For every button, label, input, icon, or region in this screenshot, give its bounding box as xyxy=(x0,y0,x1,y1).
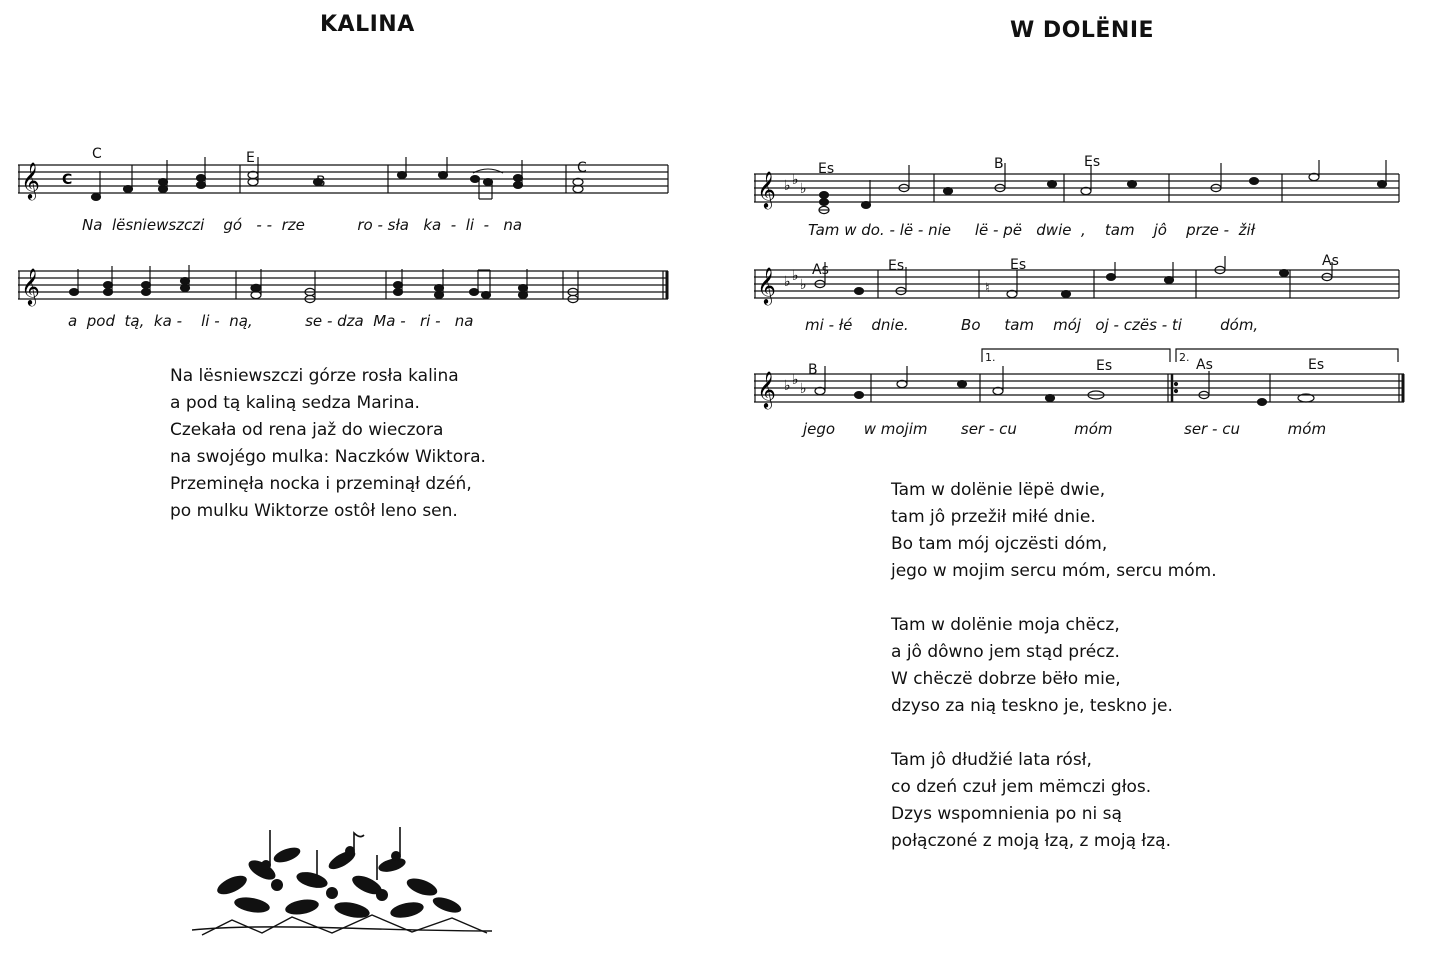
lyric-syllable: - xyxy=(483,216,490,234)
verse-line: Czekała od rena jaž do wieczora xyxy=(170,420,444,440)
lyric-syllable: pod xyxy=(86,312,115,330)
lyric-syllable: - xyxy=(450,216,457,234)
staff-dolenie-2 xyxy=(754,262,1404,312)
chord-es: Es xyxy=(1096,358,1113,374)
lyric-syllable: - xyxy=(214,312,220,330)
lyric-syllable: - xyxy=(1161,316,1168,334)
lyric-syllable: ser xyxy=(960,420,985,438)
chord-es: Es xyxy=(818,161,835,177)
lyric-syllable: w do. xyxy=(844,221,885,239)
stanza-gap xyxy=(891,720,1217,747)
svg-text:𝄞: 𝄞 xyxy=(757,266,776,304)
lyric-syllable: - xyxy=(993,221,999,239)
chord-es: Es xyxy=(1084,154,1101,170)
chord-es: Es xyxy=(1308,357,1325,373)
staff-kalina-1 xyxy=(18,155,673,215)
verse-line: a jô dôwno jem stąd précz. xyxy=(891,642,1120,662)
svg-text:C: C xyxy=(62,172,73,188)
chord-c: C xyxy=(577,160,587,176)
chord-b: B xyxy=(994,156,1004,172)
svg-text:♭: ♭ xyxy=(792,268,799,284)
lyric-syllable: - xyxy=(266,216,273,234)
lyric-syllable: pë xyxy=(1003,221,1022,239)
lyric-syllable: Tam xyxy=(808,221,840,239)
lyric-syllable: łé xyxy=(838,316,853,334)
lyric-syllable: jego xyxy=(803,420,836,438)
lyric-syllable: , xyxy=(1081,221,1086,239)
verse-line: Tam jô dłudžié lata rósł, xyxy=(891,750,1092,770)
volta-brackets xyxy=(980,346,1400,366)
lyric-dolenie-1 xyxy=(808,221,1255,239)
lyric-syllable: rze xyxy=(281,216,305,234)
lyric-syllable: Na xyxy=(82,216,103,234)
lyric-kalina-1 xyxy=(82,216,522,234)
lyric-syllable: - xyxy=(435,312,441,330)
svg-text:𝄞: 𝄞 xyxy=(757,370,776,408)
svg-text:♭: ♭ xyxy=(784,178,791,194)
lyric-syllable: gó xyxy=(223,216,243,234)
lyric-syllable: nie xyxy=(928,221,951,239)
svg-text:𝄞: 𝄞 xyxy=(21,161,40,199)
lyric-syllable: ka xyxy=(423,216,442,234)
lyric-syllable: ro xyxy=(357,216,373,234)
lyric-syllable: - xyxy=(1212,420,1218,438)
chord-b: B xyxy=(808,362,818,378)
verse-line: Tam w dolënie lëpë dwie, xyxy=(891,480,1106,500)
lyric-syllable: sła xyxy=(387,216,409,234)
svg-text:♭: ♭ xyxy=(784,274,791,290)
lyric-syllable: lë xyxy=(974,221,989,239)
lyric-syllable: - xyxy=(176,312,183,330)
verse-line: Przeminęła nocka i przeminął dzéń, xyxy=(170,474,472,494)
verse-line: Tam w dolënie moja chëcz, xyxy=(891,615,1120,635)
lyric-syllable: Bo xyxy=(961,316,981,334)
volta-label-2: 2. xyxy=(1179,351,1190,364)
lyric-syllable: li xyxy=(201,312,210,330)
svg-text:♭: ♭ xyxy=(792,372,799,388)
svg-text:B: B xyxy=(316,174,326,190)
lyric-syllable: - xyxy=(889,221,895,239)
lyric-syllable: - xyxy=(377,216,383,234)
verse-line: jego w mojim sercu móm, sercu móm. xyxy=(891,561,1217,581)
svg-text:♭: ♭ xyxy=(800,181,807,197)
svg-text:♭: ♭ xyxy=(800,277,807,293)
lyric-syllable: - xyxy=(400,312,406,330)
svg-text:♮: ♮ xyxy=(985,281,990,296)
stanza-gap xyxy=(891,585,1217,612)
staff-kalina-2 xyxy=(18,265,673,315)
lyric-syllable: czës xyxy=(1123,316,1157,334)
lyric-syllable: se xyxy=(305,312,323,330)
verse-line: dzyso za nią teskno je, teskno je. xyxy=(891,696,1173,716)
lyric-syllable: móm xyxy=(1074,420,1113,438)
volta-label-1: 1. xyxy=(985,351,996,364)
verse-line: połączoné z moją łzą, z moją łzą. xyxy=(891,831,1171,851)
lyric-syllable: - xyxy=(988,420,995,438)
lyric-syllable: na xyxy=(454,312,474,330)
lyric-syllable: oj xyxy=(1095,316,1109,334)
lyric-kalina-2 xyxy=(68,312,474,330)
lyric-syllable: lësniewszczi xyxy=(111,216,205,234)
svg-text:♭: ♭ xyxy=(784,378,791,394)
lyric-syllable: cu xyxy=(1222,420,1240,438)
bush-illustration xyxy=(192,825,492,940)
lyric-syllable: prze xyxy=(1186,221,1219,239)
lyric-syllable: ri xyxy=(419,312,431,330)
lyric-syllable: - xyxy=(1113,316,1119,334)
lyric-syllable: móm xyxy=(1287,420,1327,438)
lyric-syllable: dóm, xyxy=(1220,316,1259,334)
lyric-syllable: - xyxy=(917,221,924,239)
chord-e: E xyxy=(246,150,255,166)
chord-c: C xyxy=(92,146,102,162)
lyric-syllable: ną, xyxy=(229,312,253,330)
verse-line: tam jô przežił miłé dnie. xyxy=(891,507,1096,527)
verse-line: Dzys wspomnienia po ni są xyxy=(891,804,1122,824)
lyric-syllable: na xyxy=(503,216,523,234)
chord-as: As xyxy=(1196,357,1213,373)
lyric-syllable: ka xyxy=(153,312,172,330)
lyric-syllable: ti xyxy=(1171,316,1182,334)
lyric-dolenie-3 xyxy=(803,420,1326,438)
lyric-syllable: mi xyxy=(805,316,824,334)
lyric-syllable: dwie xyxy=(1036,221,1072,239)
song-title-w-dolenie: W DOLËNIE xyxy=(1010,18,1155,43)
verse-line: Bo tam mój ojczësti dóm, xyxy=(891,534,1108,554)
lyric-syllable: - xyxy=(256,216,262,234)
verse-line: co dzeń czuł jem mëmczi głos. xyxy=(891,777,1152,797)
verse-line: na swojégo mulka: Naczków Wiktora. xyxy=(170,447,486,467)
chord-es: Es xyxy=(1010,257,1027,273)
chord-as: As xyxy=(1322,253,1339,269)
lyric-syllable: - xyxy=(828,316,834,334)
svg-text:♭: ♭ xyxy=(800,381,807,397)
lyric-syllable: dnie. xyxy=(871,316,909,334)
lyric-syllable: w mojim xyxy=(863,420,928,438)
svg-text:𝄞: 𝄞 xyxy=(757,170,776,208)
verse-line: Na lësniewszczi górze rosła kalina xyxy=(170,366,459,386)
lyric-syllable: tą, xyxy=(124,312,145,330)
verse-dolenie xyxy=(891,477,1217,855)
verse-kalina xyxy=(170,363,486,525)
lyric-dolenie-2 xyxy=(805,316,1258,334)
verse-line: W chëczë dobrze bëło mie, xyxy=(891,669,1121,689)
verse-line: a pod tą kaliną sedza Marina. xyxy=(170,393,420,413)
lyric-syllable: tam xyxy=(1104,221,1135,239)
lyric-syllable: mój xyxy=(1053,316,1082,334)
lyric-syllable: cu xyxy=(999,420,1017,438)
staff-dolenie-3 xyxy=(754,366,1404,416)
chord-es: Es xyxy=(888,258,905,274)
lyric-syllable: jô xyxy=(1153,221,1167,239)
svg-text:♭: ♭ xyxy=(792,172,799,188)
lyric-syllable: dza xyxy=(337,312,364,330)
lyric-syllable: - xyxy=(1223,221,1230,239)
song-title-kalina: KALINA xyxy=(320,12,415,37)
lyric-syllable: tam xyxy=(1004,316,1035,334)
lyric-syllable: - xyxy=(326,312,333,330)
chord-as: As xyxy=(812,262,829,278)
verse-line: po mulku Wiktorze ostôł leno sen. xyxy=(170,501,458,521)
lyric-syllable: ser xyxy=(1184,420,1208,438)
lyric-syllable: žił xyxy=(1238,221,1255,239)
lyric-syllable: li xyxy=(465,216,475,234)
lyric-syllable: Ma xyxy=(373,312,396,330)
lyric-syllable: a xyxy=(68,312,78,330)
svg-text:𝄞: 𝄞 xyxy=(21,267,40,305)
lyric-syllable: lë xyxy=(899,221,914,239)
staff-dolenie-1 xyxy=(754,160,1404,222)
